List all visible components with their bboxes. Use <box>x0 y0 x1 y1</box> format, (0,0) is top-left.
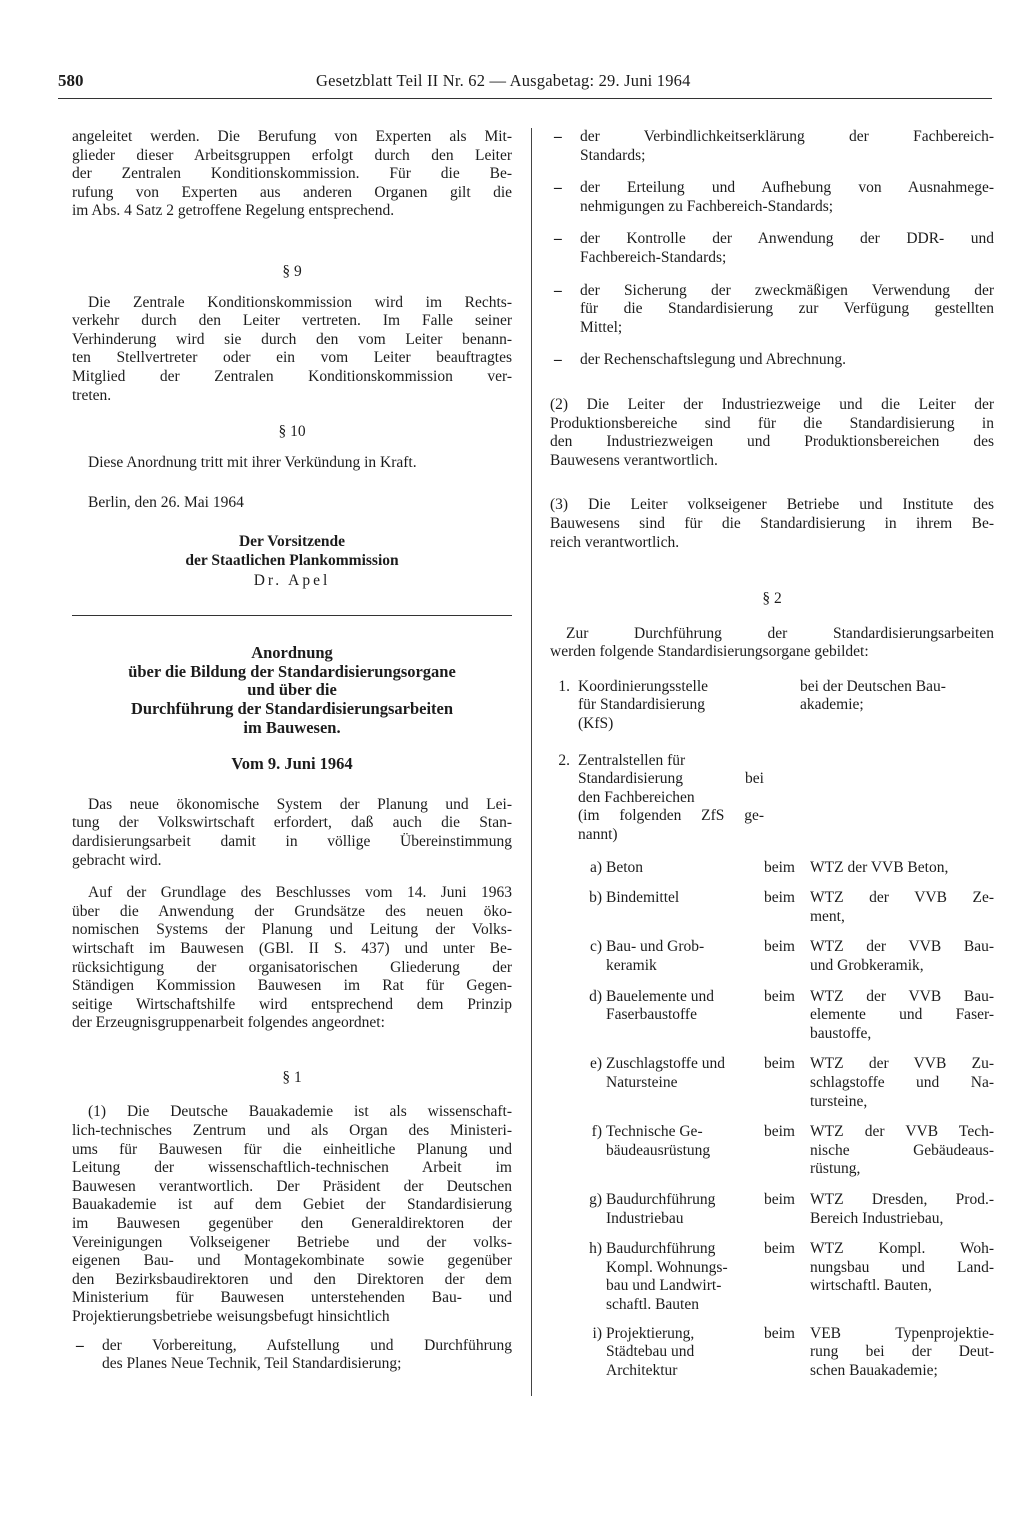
text-line: Zur Durchführung der Standardisierungsarbeiten <box>566 624 994 642</box>
title-line: Durchführung der Standardisierungsarbeiten <box>130 698 454 718</box>
text-line: schaftl. Bauten <box>606 1295 699 1313</box>
title-line: und über die <box>247 680 337 700</box>
order-date: Vom 9. Juni 1964 <box>231 754 353 774</box>
sub-item-c <box>550 938 994 975</box>
text-line: rung bei der Deut- <box>810 1343 994 1361</box>
text-line: Leitung der wissenschaftlich-technischen Arbeit im <box>72 1159 512 1177</box>
text-line: (3) Die Leiter volkseigener Betriebe und Institute des <box>550 496 994 514</box>
section-heading-2: § 2 <box>762 590 782 608</box>
text-line: wirtschaft im Bauwesen (GBl. II S. 437) und unter Be- <box>72 939 512 957</box>
text-line: Technische Ge- <box>606 1123 703 1141</box>
text-line: nungsbau und Land- <box>810 1258 994 1276</box>
text-line: WTZ der VVB Tech- <box>810 1123 994 1141</box>
title-line: im Bauwesen. <box>243 717 341 737</box>
text-line: Ständigen Kommission Bauwesen im Rat für Gegen- <box>72 977 512 995</box>
text-line: Industriebau <box>606 1209 684 1227</box>
text-line: Bauwesen verantwortlich. Der Präsident der Deutschen <box>72 1177 512 1195</box>
text-line: Kompl. Wohnungs- <box>606 1258 728 1276</box>
text-line: wirtschaftl. Bauten, <box>810 1277 932 1295</box>
dash-bullet: – <box>554 230 562 248</box>
right-column <box>550 128 994 1380</box>
paragraph-3 <box>550 496 994 552</box>
gazette-title: Gesetzblatt Teil II Nr. 62 — Ausgabetag: 29. Juni 1964 <box>316 71 691 90</box>
text-line: Produktionsbereiche sind für die Standardisierung in <box>550 414 994 432</box>
text-line: lich-technisches Zentrum und als Organ des Ministeri- <box>72 1122 512 1140</box>
page-header <box>58 68 992 99</box>
text-line: für Standardisierung <box>578 696 705 714</box>
text-line: glieder dieser Arbeitsgruppen erfolgt durch den Leiter <box>72 146 512 164</box>
text-line: der Erteilung und Aufhebung von Ausnahmege- <box>580 179 994 197</box>
text-line: Beton <box>606 858 644 876</box>
text-line: Standards; <box>580 146 646 164</box>
text-line: werden folgende Standardisierungsorgane gebildet: <box>550 643 869 661</box>
dash-list-item <box>550 351 994 370</box>
dash-list-item <box>550 230 994 267</box>
beim-label: beim <box>764 987 795 1005</box>
text-line: der Erzeugnisgruppenarbeit folgendes angeordnet: <box>72 1014 385 1032</box>
signatory-office: der Staatlichen Plankommission <box>185 551 399 569</box>
text-line: nannt) <box>578 826 618 844</box>
text-line: Architektur <box>606 1361 678 1379</box>
sub-item-i <box>550 1325 994 1381</box>
paragraph-2 <box>550 396 994 470</box>
beim-label: beim <box>764 1324 795 1342</box>
text-line: (2) Die Leiter der Industriezweige und die Leiter der <box>550 395 994 413</box>
section-2-intro <box>550 625 994 662</box>
section-heading-1: § 1 <box>282 1068 302 1086</box>
text-line: eigenen Bau- und Montagekombinate sowie gegenüber <box>72 1252 512 1270</box>
beim-label: beim <box>764 1190 795 1208</box>
text-line: WTZ der VVB Bau- <box>810 938 994 956</box>
order-title <box>72 644 512 737</box>
beim-label: beim <box>764 1055 795 1073</box>
text-line: Natursteine <box>606 1073 678 1091</box>
text-line: WTZ der VVB Zu- <box>810 1055 994 1073</box>
text-line: rücksichtigung der organisatorischen Gliederung der <box>72 958 512 976</box>
text-line: WTZ der VVB Beton, <box>810 858 949 876</box>
dash-list-item <box>550 179 994 216</box>
text-line: Auf der Grundlage des Beschlusses vom 14. Juni 1963 <box>88 884 512 902</box>
text-line: treten. <box>72 386 112 404</box>
beim-label: beim <box>764 938 795 956</box>
text-line: Projektierung, <box>606 1324 695 1342</box>
section-10-text: Diese Anordnung tritt mit ihrer Verkündung in Kraft. <box>88 453 417 471</box>
sub-item-letter: f) <box>591 1123 602 1141</box>
text-line: WTZ Kompl. Woh- <box>810 1240 994 1258</box>
text-line: und Grobkeramik, <box>810 957 924 974</box>
dash-bullet: – <box>554 128 562 145</box>
text-line: gebracht wird. <box>72 851 162 869</box>
text-line: (KfS) <box>578 715 614 733</box>
text-line: bäudeausrüstung <box>606 1141 711 1159</box>
text-line: Projektierungsbetriebe weisungsbefugt hinsichtlich <box>72 1308 390 1325</box>
text-line: schen Bauakademie; <box>810 1361 938 1379</box>
text-line: der Sicherung der zweckmäßigen Verwendung der <box>580 281 994 299</box>
signatory-title: Der Vorsitzende <box>238 532 346 550</box>
text-line: Bauwesens sind für die Standardisierung in ihrem Be- <box>550 514 994 532</box>
item-number: 1. <box>558 677 570 695</box>
dash-list-item <box>550 128 994 165</box>
text-line: Die Zentrale Konditionskommission wird im Rechts- <box>88 293 512 311</box>
text-line: Bauakademie ist auf dem Gebiet der Standardisierung <box>72 1196 512 1214</box>
dash-bullet: – <box>554 351 562 369</box>
text-line: der Kontrolle der Anwendung der DDR- und <box>580 230 994 248</box>
sub-item-letter: i) <box>592 1324 602 1342</box>
text-line: der Vorbereitung, Aufstellung und Durchführung <box>102 1336 512 1354</box>
text-line: Zuschlagstoffe und <box>606 1055 725 1073</box>
section-1-paragraph <box>72 1103 512 1326</box>
text-line: dardisierungsarbeit damit in völlige Übereinstimmung <box>72 832 512 850</box>
text-line: nische Gebäudeaus- <box>810 1141 994 1159</box>
sub-item-h <box>550 1240 994 1314</box>
text-line: rüstung, <box>810 1160 861 1178</box>
dash-bullet: – <box>554 281 562 299</box>
text-line: angeleitet werden. Die Berufung von Experten als Mit- <box>72 128 512 145</box>
text-line: Standardisierung bei <box>578 770 764 788</box>
text-line: bau und Landwirt- <box>606 1277 722 1295</box>
section-heading-9: § 9 <box>282 262 302 280</box>
text-line: ten Stellvertreter oder ein vom Leiter beauftragtes <box>72 349 512 367</box>
text-line: seitige Wirtschaftshilfe wird entsprechend dem Prinzip <box>72 995 512 1013</box>
beim-label: beim <box>764 889 795 907</box>
text-line: der Zentralen Konditionskommission. Für die Be- <box>72 165 512 183</box>
text-line: WTZ der VVB Bau- <box>810 987 994 1005</box>
text-line: Mitglied der Zentralen Konditionskommission ver- <box>72 367 512 385</box>
section-9-paragraph <box>72 294 512 406</box>
text-line: des Planes Neue Technik, Teil Standardisierung; <box>102 1355 402 1373</box>
text-line: nehmigungen zu Fachbereich-Standards; <box>580 197 834 215</box>
text-line: Vereinigungen Volkseigener Betriebe und der volks- <box>72 1233 512 1251</box>
sub-item-letter: a) <box>589 858 602 876</box>
text-line: Zentralstellen für <box>578 751 686 769</box>
column-divider <box>531 128 532 1396</box>
text-line: Baudurchführung <box>606 1190 716 1208</box>
continuation-paragraph <box>72 128 512 221</box>
sub-item-letter: e) <box>589 1055 602 1073</box>
text-line: den Industriezweigen und Produktionsbereichen des <box>550 433 994 451</box>
organ-item-1 <box>550 678 994 734</box>
dash-list-item <box>550 282 994 338</box>
text-line: Bauelemente und <box>606 987 715 1005</box>
text-line: Bau- und Grob- <box>606 938 705 956</box>
text-line: rufung von Experten aus anderen Organen gilt die <box>72 183 512 201</box>
text-line: (1) Die Deutsche Bauakademie ist als wissenschaft- <box>88 1103 512 1121</box>
text-line: Ministerium für Bauwesen unterstehenden Bau- und <box>72 1289 512 1307</box>
item-number: 2. <box>558 751 570 769</box>
page-number: 580 <box>58 71 84 90</box>
text-line: reich verantwortlich. <box>550 533 680 551</box>
text-line: Bauwesens verantwortlich. <box>550 451 718 469</box>
text-line: ums für Bauwesen für die einheitliche Planung und <box>72 1140 512 1158</box>
beim-label: beim <box>764 1240 795 1258</box>
sub-item-letter: b) <box>589 889 602 907</box>
text-line: den Bezirksbaudirektoren und den Direktoren der dem <box>72 1270 512 1288</box>
sub-item-d <box>550 988 994 1044</box>
text-line: (im folgenden ZfS ge- <box>578 807 764 825</box>
text-line: Mittel; <box>580 318 623 336</box>
text-line: im Abs. 4 Satz 2 getroffene Regelung entsprechend. <box>72 202 395 220</box>
section-rule <box>72 615 512 617</box>
text-line: der Rechenschaftslegung und Abrechnung. <box>580 351 847 369</box>
text-line: VEB Typenprojektie- <box>810 1324 994 1342</box>
beim-label: beim <box>764 1123 795 1141</box>
text-line: für die Standardisierung zur Verfügung gestellten <box>580 300 994 318</box>
text-line: Bereich Industriebau, <box>810 1209 944 1227</box>
sub-item-g <box>550 1191 994 1228</box>
text-line: tursteine, <box>810 1092 868 1110</box>
text-line: keramik <box>606 957 657 974</box>
text-line: den Fachbereichen <box>578 788 695 806</box>
text-line: im Bauwesen gegenüber den Generaldirektoren der <box>72 1215 512 1233</box>
section-heading-10: § 10 <box>278 423 306 441</box>
signatory-name: Dr. Apel <box>253 572 331 590</box>
sub-item-b <box>550 889 994 926</box>
intro-paragraph-2 <box>72 884 512 1033</box>
text-line: Städtebau und <box>606 1343 695 1361</box>
dash-list-item <box>72 1337 512 1374</box>
title-line: Anordnung <box>251 643 333 663</box>
text-line: tung der Volkswirtschaft erfordert, daß auch die Stan- <box>72 814 512 832</box>
text-line: Faserbaustoffe <box>606 1006 697 1024</box>
beim-label: beim <box>764 858 795 876</box>
text-line: bei der Deutschen Bau- <box>800 677 946 695</box>
intro-paragraph-1 <box>72 796 512 870</box>
text-line: akademie; <box>800 696 864 714</box>
title-line: über die Bildung der Standardisierungsorgane <box>128 661 456 681</box>
text-line: der Verbindlichkeitserklärung der Fachbereich- <box>580 128 994 145</box>
dash-bullet: – <box>554 179 562 197</box>
text-line: Baudurchführung <box>606 1240 716 1258</box>
text-line: Bindemittel <box>606 889 680 907</box>
text-line: elemente und Faser- <box>810 1006 994 1024</box>
sub-item-e <box>550 1055 994 1111</box>
text-line: Koordinierungsstelle <box>578 677 709 695</box>
text-line: baustoffe, <box>810 1024 872 1042</box>
text-line: schlagstoffe und Na- <box>810 1073 994 1091</box>
text-line: WTZ Dresden, Prod.- <box>810 1190 994 1208</box>
text-line: nomischen Systems der Planung und Leitung der Volks- <box>72 921 512 939</box>
organ-item-2 <box>550 752 994 845</box>
dash-bullet: – <box>76 1336 84 1354</box>
sub-item-letter: d) <box>589 987 602 1005</box>
sub-item-letter: g) <box>589 1190 602 1208</box>
text-line: verkehr durch den Leiter vertreten. Im Falle seiner <box>72 312 512 330</box>
text-line: WTZ der VVB Ze- <box>810 889 994 907</box>
sub-item-letter: h) <box>589 1240 602 1258</box>
text-line: Verhinderung wird sie durch den vom Leiter benann- <box>72 330 512 348</box>
sub-item-a <box>550 859 994 878</box>
text-line: Fachbereich-Standards; <box>580 248 727 266</box>
text-line: Das neue ökonomische System der Planung und Lei- <box>88 795 512 813</box>
text-line: ment, <box>810 907 845 925</box>
sub-item-f <box>550 1123 994 1179</box>
place-date: Berlin, den 26. Mai 1964 <box>88 494 244 512</box>
text-line: über die Anwendung der Grundsätze des neuen öko- <box>72 902 512 920</box>
left-column <box>72 128 512 1374</box>
sub-item-letter: c) <box>589 938 602 956</box>
